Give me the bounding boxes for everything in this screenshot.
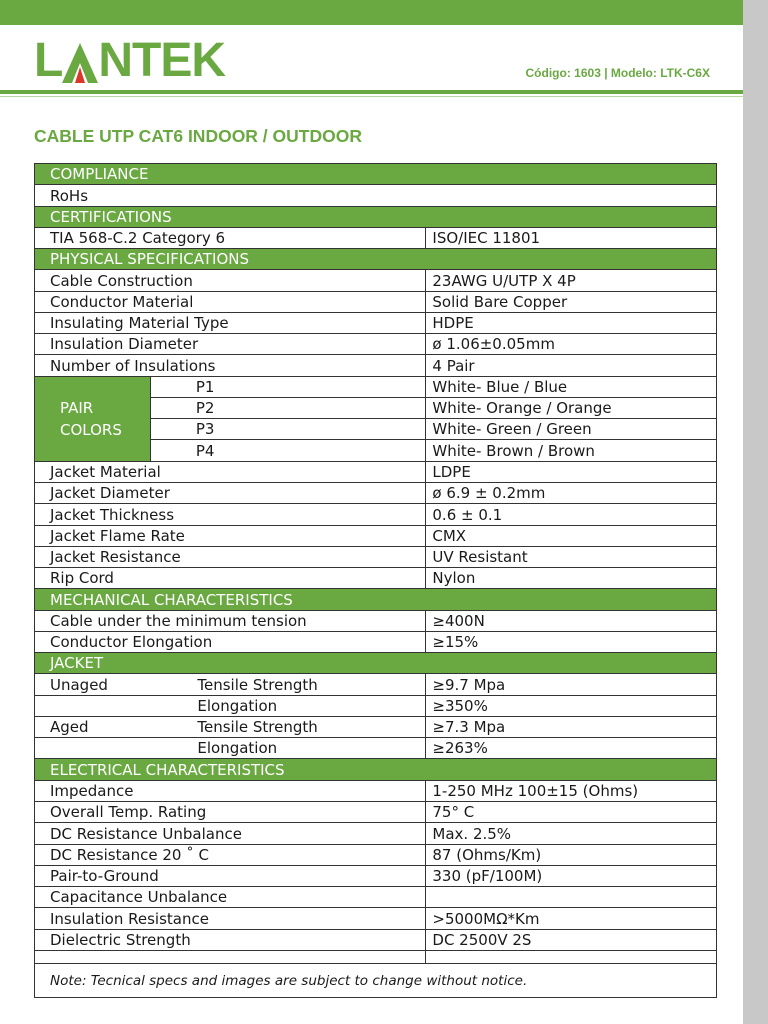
table-row: [35, 674, 717, 695]
logo-a-triangle-icon: [62, 39, 98, 83]
table-row: [35, 355, 717, 376]
spec-label: Conductor Elongation: [35, 631, 426, 652]
spec-label: DC Resistance Unbalance: [35, 823, 426, 844]
spec-value: ≥400N: [426, 610, 717, 631]
spec-label: Insulating Material Type: [35, 312, 426, 333]
spec-label: Cable Construction: [35, 270, 426, 291]
table-row: [35, 376, 717, 397]
pair-name: P4: [150, 440, 426, 461]
table-row: [35, 844, 717, 865]
cert-iso: ISO/IEC 11801: [426, 227, 717, 248]
spec-label: Cable under the minimum tension: [35, 610, 426, 631]
pair-name: P3: [150, 419, 426, 440]
table-row: [35, 504, 717, 525]
pair-value: White- Brown / Brown: [426, 440, 717, 461]
jacket-value: ≥350%: [426, 695, 717, 716]
spec-label: Jacket Flame Rate: [35, 525, 426, 546]
spec-label: Number of Insulations: [35, 355, 426, 376]
header-divider-thin: [0, 96, 743, 97]
spec-table: [34, 163, 717, 998]
spec-value: HDPE: [426, 312, 717, 333]
spec-value: 4 Pair: [426, 355, 717, 376]
spec-label: Dielectric Strength: [35, 929, 426, 950]
empty-row: [35, 950, 717, 963]
table-row: [35, 525, 717, 546]
table-row: [35, 482, 717, 503]
jacket-property: Tensile Strength: [150, 716, 426, 737]
right-gray-bar: [743, 0, 768, 1024]
section-mechanical: MECHANICAL CHARACTERISTICS: [35, 589, 717, 610]
table-row: [35, 610, 717, 631]
table-row: [35, 546, 717, 567]
spec-label: Impedance: [35, 780, 426, 801]
pair-name: P1: [150, 376, 426, 397]
section-physical: PHYSICAL SPECIFICATIONS: [35, 249, 717, 270]
spec-label: Jacket Diameter: [35, 482, 426, 503]
pair-value: White- Orange / Orange: [426, 397, 717, 418]
table-row: [35, 568, 717, 589]
section-electrical: ELECTRICAL CHARACTERISTICS: [35, 759, 717, 780]
spec-value: 330 (pF/100M): [426, 865, 717, 886]
empty-cell: [35, 950, 426, 963]
table-row: [35, 291, 717, 312]
spec-value: 87 (Ohms/Km): [426, 844, 717, 865]
spec-value: 0.6 ± 0.1: [426, 504, 717, 525]
table-row: [35, 865, 717, 886]
table-row: [35, 801, 717, 822]
pair-value: White- Green / Green: [426, 419, 717, 440]
jacket-group: [35, 695, 151, 716]
spec-label: DC Resistance 20 ˚ C: [35, 844, 426, 865]
jacket-property: Elongation: [150, 738, 426, 759]
spec-value: Nylon: [426, 568, 717, 589]
spec-label: Jacket Thickness: [35, 504, 426, 525]
pair-name: P2: [150, 397, 426, 418]
spec-value: DC 2500V 2S: [426, 929, 717, 950]
logo-text-ntek: NTEK: [98, 34, 225, 87]
cert-tia: TIA 568-C.2 Category 6: [35, 227, 426, 248]
spec-value: ø 6.9 ± 0.2mm: [426, 482, 717, 503]
spec-value: UV Resistant: [426, 546, 717, 567]
jacket-group: Unaged: [35, 674, 151, 695]
section-compliance: COMPLIANCE: [35, 164, 717, 185]
jacket-property: Elongation: [150, 695, 426, 716]
jacket-value: ≥9.7 Mpa: [426, 674, 717, 695]
spec-value: CMX: [426, 525, 717, 546]
spec-label: Jacket Material: [35, 461, 426, 482]
spec-label: Pair-to-Ground: [35, 865, 426, 886]
pair-colors-label-line2: COLORS: [60, 420, 122, 439]
table-row: [35, 695, 717, 716]
logo-text-l: L: [34, 34, 63, 87]
jacket-value: ≥263%: [426, 738, 717, 759]
spec-label: Overall Temp. Rating: [35, 801, 426, 822]
table-row: [35, 312, 717, 333]
table-row: [35, 738, 717, 759]
spec-label: Capacitance Unbalance: [35, 887, 426, 908]
spec-label: Conductor Material: [35, 291, 426, 312]
table-row: [35, 823, 717, 844]
section-certifications: CERTIFICATIONS: [35, 206, 717, 227]
spec-label: Rip Cord: [35, 568, 426, 589]
table-row: [35, 461, 717, 482]
table-row: [35, 270, 717, 291]
spec-value: 75° C: [426, 801, 717, 822]
pair-colors-label: [35, 376, 151, 461]
jacket-group: Aged: [35, 716, 151, 737]
table-row: [35, 334, 717, 355]
footnote: Note: Tecnical specs and images are subject to change without notice.: [35, 963, 717, 997]
table-row: [35, 780, 717, 801]
table-row: [35, 908, 717, 929]
spec-value: >5000MΩ*Km: [426, 908, 717, 929]
table-row: [35, 631, 717, 652]
product-code: Código: 1603 | Modelo: LTK-C6X: [525, 66, 710, 80]
spec-label: Insulation Resistance: [35, 908, 426, 929]
section-jacket: JACKET: [35, 653, 717, 674]
header-divider: [0, 90, 743, 94]
spec-value: [426, 887, 717, 908]
pair-value: White- Blue / Blue: [426, 376, 717, 397]
spec-label: Jacket Resistance: [35, 546, 426, 567]
jacket-value: ≥7.3 Mpa: [426, 716, 717, 737]
table-row: [35, 887, 717, 908]
spec-value: Max. 2.5%: [426, 823, 717, 844]
table-row: [35, 929, 717, 950]
spec-value: ≥15%: [426, 631, 717, 652]
spec-value: Solid Bare Copper: [426, 291, 717, 312]
empty-cell: [426, 950, 717, 963]
lantek-logo: [34, 34, 225, 87]
spec-value: 1-250 MHz 100±15 (Ohms): [426, 780, 717, 801]
pair-colors-label-line1: PAIR: [60, 398, 94, 417]
spec-value: ø 1.06±0.05mm: [426, 334, 717, 355]
jacket-property: Tensile Strength: [150, 674, 426, 695]
top-green-band: [0, 0, 743, 25]
spec-label: Insulation Diameter: [35, 334, 426, 355]
table-row: [35, 716, 717, 737]
compliance-rohs: RoHs: [35, 185, 717, 206]
spec-value: LDPE: [426, 461, 717, 482]
spec-value: 23AWG U/UTP X 4P: [426, 270, 717, 291]
document-title: CABLE UTP CAT6 INDOOR / OUTDOOR: [34, 126, 362, 146]
jacket-group: [35, 738, 151, 759]
